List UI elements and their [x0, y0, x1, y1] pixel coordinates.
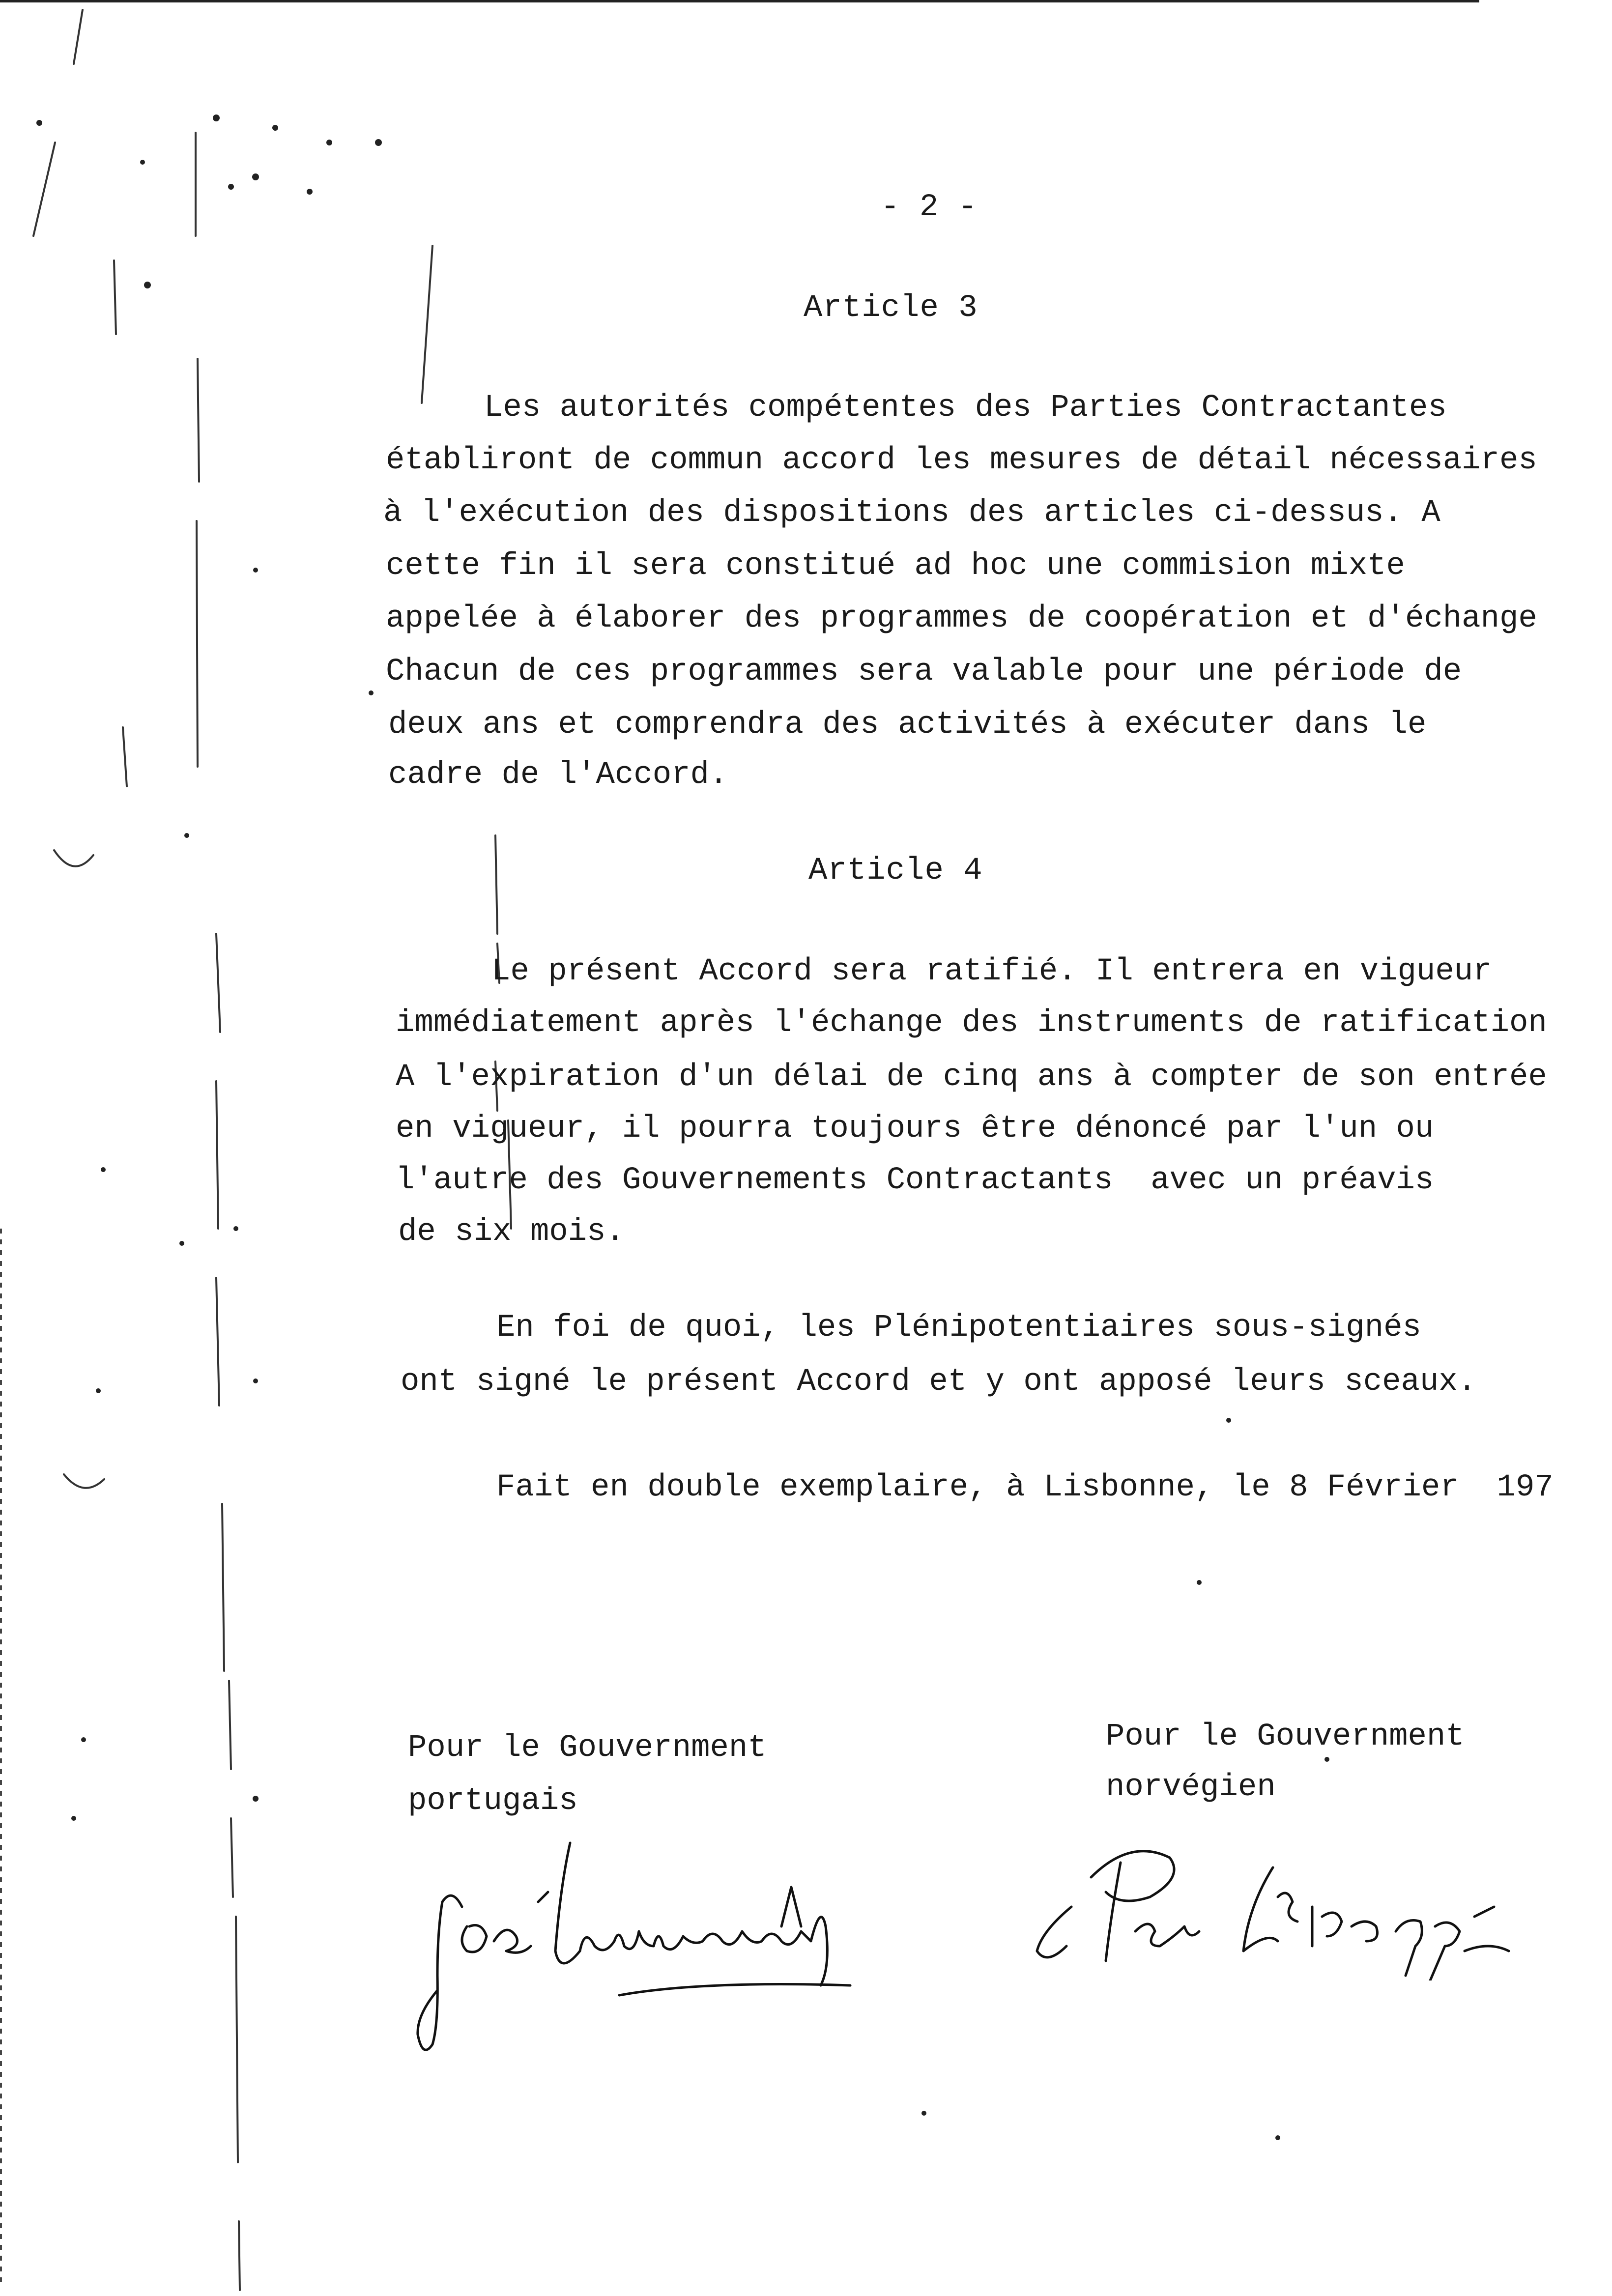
signatory-label: Pour le Gouvernment [408, 1730, 767, 1766]
article-3-line: à l'exécution des dispositions des articles ci-dessus. A [383, 495, 1440, 531]
page-number: - 2 - [881, 190, 978, 225]
witness-line: En foi de quoi, les Plénipotentiaires sous-signés [496, 1310, 1421, 1346]
place-date-line: Fait en double exemplaire, à Lisbonne, le 8 Février 197 [496, 1470, 1554, 1505]
article-3-line: cadre de l'Accord. [388, 757, 728, 793]
article-4-line: en vigueur, il pourra toujours être dénoncé par l'un ou [396, 1111, 1434, 1147]
article-3-line: appelée à élaborer des programmes de coopération et d'échange [386, 601, 1537, 636]
article-3-line: Chacun de ces programmes sera valable pour une période de [386, 654, 1462, 689]
article-4-line: immédiatement après l'échange des instruments de ratification [396, 1005, 1547, 1041]
article-4-line: Le présent Accord sera ratifié. Il entrera en vigueur [491, 954, 1492, 989]
article-3-line: deux ans et comprendra des activités à exécuter dans le [388, 707, 1427, 743]
article-4-heading: Article 4 [808, 853, 983, 889]
signature-norway [1022, 1818, 1514, 1980]
signatory-country: norvégien [1106, 1770, 1276, 1805]
article-3-line: cette fin il sera constitué ad hoc une commision mixte [386, 548, 1405, 584]
article-4-line: A l'expiration d'un délai de cinq ans à compter de son entrée [396, 1060, 1547, 1095]
article-4-line: de six mois. [398, 1214, 625, 1250]
article-3-heading: Article 3 [804, 290, 978, 326]
signatory-country: portugais [408, 1783, 578, 1819]
article-4-line: l'autre des Gouvernements Contractants avec un préavis [396, 1163, 1434, 1198]
signatory-label: Pour le Gouvernment [1106, 1719, 1465, 1754]
article-3-line: Les autorités compétentes des Parties Contractantes [484, 390, 1447, 426]
article-3-line: établiront de commun accord les mesures de détail nécessaires [386, 443, 1537, 478]
signature-portugal [408, 1828, 909, 2064]
witness-line: ont signé le présent Accord et y ont apposé leurs sceaux. [401, 1364, 1477, 1400]
